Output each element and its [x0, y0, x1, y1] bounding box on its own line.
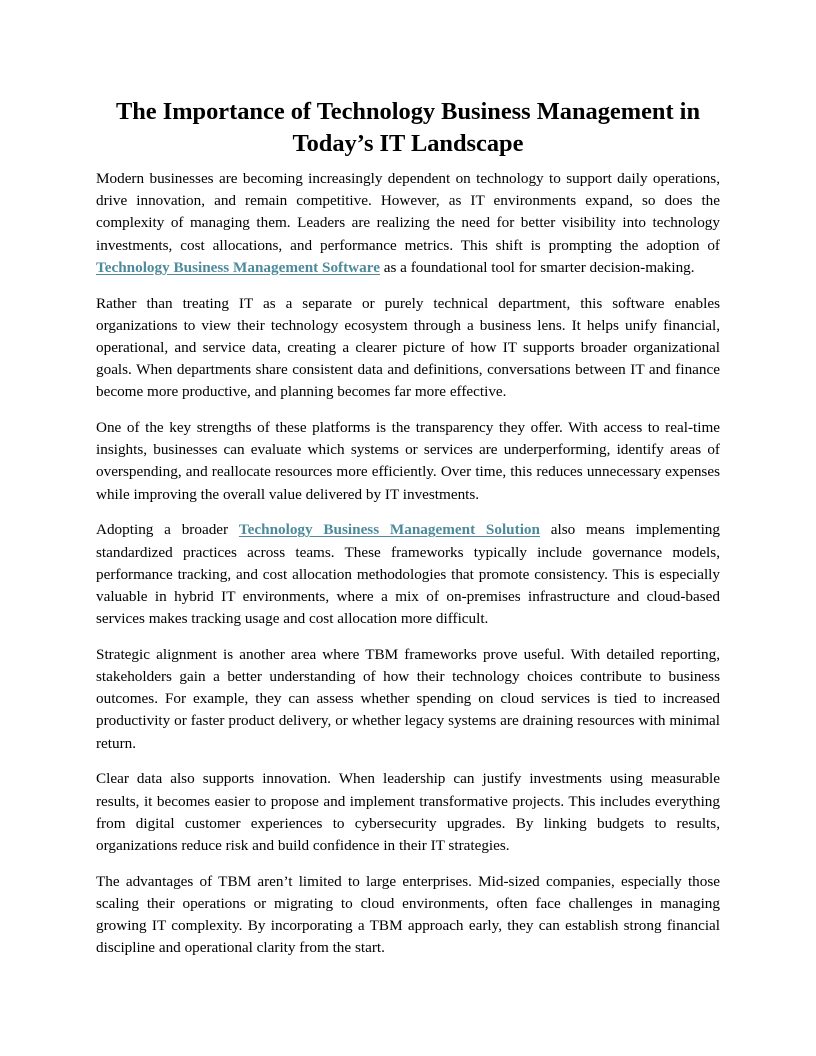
paragraph-standardized-practices: [96, 519, 720, 630]
paragraph-business-lens: Rather than treating IT as a separate or purely technical department, this software enables organizations to view their technology ecosystem through a business lens. It helps unify financial, operational, and service data, creating a clearer picture of how IT supports broader organizational goals. When departments share consistent data and definitions, conversations between IT and finance become more productive, and planning becomes far more effective.: [96, 294, 720, 401]
paragraph-standardized-text-after: also means implementing standardized practices across teams. These frameworks typically include governance models, performance tracking, and cost allocation methodologies that promote consistency. This is especially valuable in hybrid IT environments, where a mix of on-premises infrastructure and cloud-based services makes tracking usage and cost allocation more difficult.: [96, 521, 720, 628]
paragraph-strategic-alignment: Strategic alignment is another area where TBM frameworks prove useful. With detailed reporting, stakeholders gain a better understanding of how their technology choices contribute to business outcomes. For example, they can assess whether spending on cloud services is tied to increased productivity or faster product delivery, or whether legacy systems are draining resources with minimal return.: [96, 645, 720, 752]
paragraph-transparency: One of the key strengths of these platforms is the transparency they offer. With access to real-time insights, businesses can evaluate which systems or services are underperforming, identify areas of overspending, and reallocate resources more efficiently. Over time, this reduces unnecessary expenses while improving the overall value delivered by IT investments.: [96, 419, 720, 503]
paragraph-standardized-text-before: Adopting a broader: [96, 521, 239, 539]
paragraph-intro-text-before: Modern businesses are becoming increasingly dependent on technology to support daily operations, drive innovation, and remain competitive. However, as IT environments expand, so does the complexity of managing them. Leaders are realizing the need for better visibility into technology investments, cost allocations, and performance metrics. This shift is prompting the adoption of: [96, 170, 720, 254]
paragraph-innovation: Clear data also supports innovation. When leadership can justify investments using measurable results, it becomes easier to propose and implement transformative projects. This includes everything from digital customer experiences to cybersecurity upgrades. By linking budgets to results, organizations reduce risk and build confidence in their IT strategies.: [96, 770, 720, 854]
tbm-solution-link[interactable]: Technology Business Management Solution: [238, 521, 540, 539]
document-title: The Importance of Technology Business Management in Today’s IT Landscape: [115, 98, 701, 157]
document-page: [96, 96, 720, 973]
paragraph-mid-sized-companies: The advantages of TBM aren’t limited to large enterprises. Mid-sized companies, especially those scaling their operations or migrating to cloud environments, often face challenges in managing growing IT complexity. By incorporating a TBM approach early, they can establish strong financial discipline and operational clarity from the start.: [96, 872, 720, 957]
paragraph-intro: [96, 168, 720, 279]
tbm-software-link[interactable]: Technology Business Management Software: [96, 258, 380, 276]
paragraph-intro-text-after: as a foundational tool for smarter decision-making.: [379, 258, 695, 276]
